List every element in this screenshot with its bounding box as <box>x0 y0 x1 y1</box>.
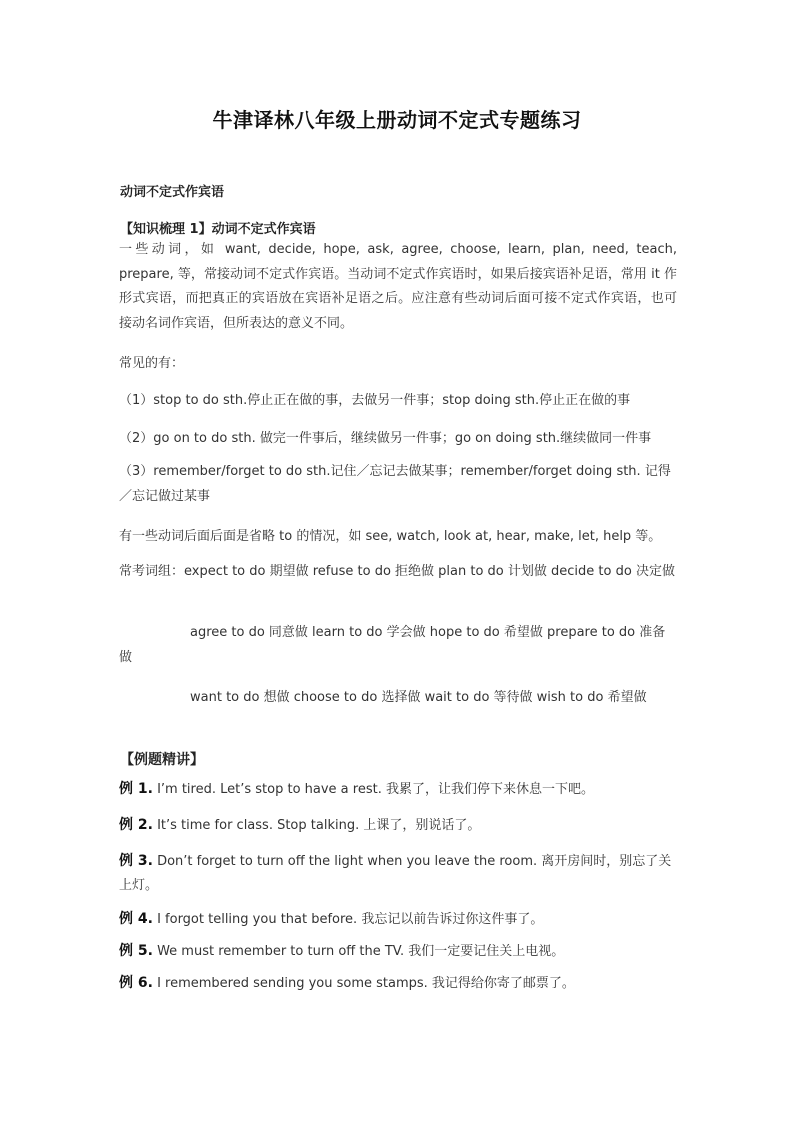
example-label: 例 3. <box>119 853 153 869</box>
document-title: 牛津译林八年级上册动词不定式专题练习 <box>212 108 582 132</box>
phrase-line: 常考词组：expect to do 期望做 refuse to do 拒绝做 plan to do 计划做 decide to do 决定做 <box>119 564 675 579</box>
example-item <box>119 907 679 932</box>
common-label: 常见的有： <box>119 356 185 371</box>
example-label: 例 2. <box>119 817 153 833</box>
examples-heading: 【例题精讲】 <box>120 752 204 768</box>
list-item: （3）remember/forget to do sth.记住／忘记去做某事；remember/forget doing sth. 记得／忘记做过某事 <box>119 464 671 504</box>
example-text: We must remember to turn off the TV. 我们一定要记住关上电视。 <box>152 944 565 959</box>
example-item <box>119 939 679 964</box>
example-item <box>119 849 679 898</box>
knowledge-heading: 【知识梳理 1】动词不定式作宾语 <box>120 222 316 237</box>
list-item: （2）go on to do sth. 做完一件事后，继续做另一件事；go on doing sth.继续做同一件事 <box>119 431 652 446</box>
list-item: （1）stop to do sth.停止正在做的事，去做另一件事；stop doing sth.停止正在做的事 <box>119 393 631 408</box>
knowledge-paragraph: 一些动词，如 want, decide, hope, ask, agree, choose, learn, plan, need, teach, prepare, 等，常接动词不定式作宾语。当动词不定式作宾语时，如果后接宾语补足语，常用 it 作形式宾语，而把真正的宾语放在宾语补足语之后。应注意有些动词后面可接不定式作宾语，也可接动名词作宾语，但所表达的意义不同。 <box>119 242 677 331</box>
example-item <box>119 971 679 996</box>
example-label: 例 1. <box>119 781 153 797</box>
example-label: 例 4. <box>119 911 153 927</box>
example-label: 例 6. <box>119 975 153 991</box>
example-text: It’s time for class. Stop talking. 上课了，别说话了。 <box>152 818 481 833</box>
omit-note: 有一些动词后面后面是省略 to 的情况，如 see, watch, look at, hear, make, let, help 等。 <box>119 529 662 544</box>
phrase-line: agree to do 同意做 learn to do 学会做 hope to do 希望做 prepare to do 准备做 <box>119 625 666 665</box>
example-text: I remembered sending you some stamps. 我记得给你寄了邮票了。 <box>152 976 575 991</box>
example-text: I’m tired. Let’s stop to have a rest. 我累了，让我们停下来休息一下吧。 <box>152 782 594 797</box>
phrase-line: want to do 想做 choose to do 选择做 wait to do 等待做 wish to do 希望做 <box>190 690 647 705</box>
example-text: Don’t forget to turn off the light when you leave the room. 离开房间时，别忘了关上灯。 <box>119 854 672 893</box>
section-heading: 动词不定式作宾语 <box>120 185 225 200</box>
example-text: I forgot telling you that before. 我忘记以前告诉过你这件事了。 <box>152 912 544 927</box>
example-item <box>119 777 679 802</box>
example-label: 例 5. <box>119 943 153 959</box>
example-item <box>119 813 679 838</box>
